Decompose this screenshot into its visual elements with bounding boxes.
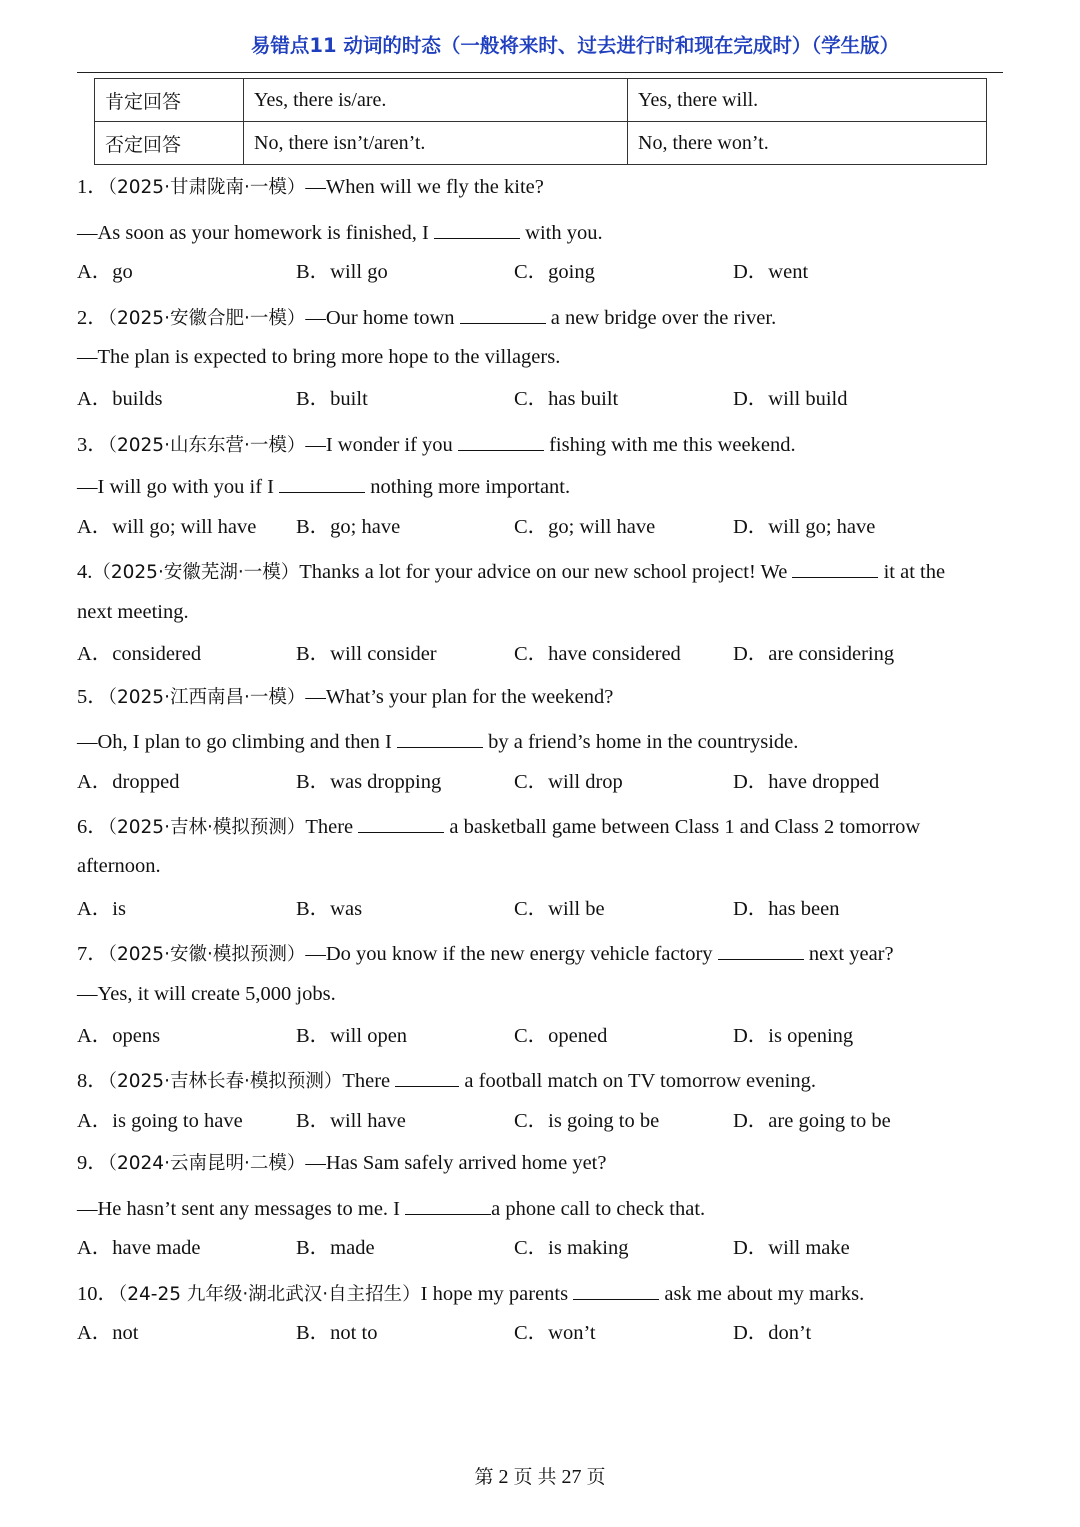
option-d[interactable]: D．will go; have: [733, 516, 876, 538]
question-source: （2025·甘肃陇南·一模）: [107, 177, 306, 198]
page-number: 2: [498, 1466, 509, 1488]
question-text: ask me about my marks.: [659, 1283, 865, 1305]
table-cell: Yes, there will.: [628, 79, 987, 122]
question-source: （2025·安徽芜湖·一模）: [92, 562, 300, 583]
table-cell: 肯定回答: [95, 79, 244, 122]
option-a[interactable]: A．go: [77, 261, 133, 283]
question-source: （2024·云南昆明·二模）: [107, 1153, 306, 1174]
question-text: —I wonder if you: [305, 434, 458, 456]
option-d[interactable]: D．will build: [733, 388, 848, 410]
question-5-line-2: [77, 729, 798, 753]
option-b[interactable]: B．was: [296, 898, 363, 920]
question-text: —What’s your plan for the weekend?: [305, 686, 614, 708]
option-d[interactable]: D．are considering: [733, 643, 895, 665]
answer-blank[interactable]: [358, 814, 444, 833]
question-2-line-1: [77, 305, 776, 329]
footer-text: 页: [513, 1466, 533, 1488]
option-a[interactable]: A．is going to have: [77, 1110, 243, 1132]
footer-text: 第: [474, 1466, 494, 1488]
question-number: 2．: [77, 307, 108, 329]
question-text: —I will go with you if I: [77, 476, 280, 498]
question-text: a football match on TV tomorrow evening.: [459, 1070, 817, 1092]
question-1-line-1: [77, 177, 544, 198]
question-text: —Do you know if the new energy vehicle factory: [305, 943, 718, 965]
option-c[interactable]: C．has built: [514, 388, 619, 410]
question-text: There: [342, 1070, 396, 1092]
table-row: [95, 79, 987, 122]
answer-blank[interactable]: [405, 1196, 491, 1215]
question-text: nothing more important.: [365, 476, 571, 498]
option-d[interactable]: D．have dropped: [733, 771, 880, 793]
page-header-title: 易错点11 动词的时态（一般将来时、过去进行时和现在完成时）（学生版）: [250, 34, 900, 57]
option-d[interactable]: D．went: [733, 261, 809, 283]
option-d[interactable]: D．are going to be: [733, 1110, 891, 1132]
option-b[interactable]: B．not to: [296, 1322, 378, 1344]
question-text: next meeting.: [77, 601, 189, 623]
option-b[interactable]: B．go; have: [296, 516, 401, 538]
footer-text: 页: [586, 1466, 606, 1488]
question-source: （2025·吉林长春·模拟预测）: [107, 1071, 343, 1092]
question-text: I hope my parents: [420, 1283, 574, 1305]
question-text: —Oh, I plan to go climbing and then I: [77, 731, 397, 753]
option-b[interactable]: B．built: [296, 388, 368, 410]
question-number: 4.: [77, 561, 93, 583]
table-cell: Yes, there is/are.: [244, 79, 628, 122]
option-d[interactable]: D．is opening: [733, 1025, 854, 1047]
summary-table: [94, 78, 987, 165]
header-divider: [77, 72, 1003, 73]
question-text: by a friend’s home in the countryside.: [482, 731, 799, 753]
question-text: a basketball game between Class 1 and Class 2 tomorrow: [444, 816, 921, 838]
question-text: it at the: [878, 561, 946, 583]
option-c[interactable]: C．is making: [514, 1237, 629, 1259]
question-text: Thanks a lot for your advice on our new school project! We: [299, 561, 793, 583]
question-number: 3．: [77, 434, 108, 456]
question-text: —Yes, it will create 5,000 jobs.: [77, 983, 336, 1005]
option-b[interactable]: B．was dropping: [296, 771, 442, 793]
question-4-line-1: [77, 559, 945, 583]
answer-blank[interactable]: [397, 729, 483, 748]
question-text: next year?: [803, 943, 894, 965]
question-10-line-1: [77, 1281, 864, 1305]
question-number: 9．: [77, 1152, 108, 1174]
table-cell: No, there won’t.: [628, 122, 987, 165]
option-a[interactable]: A．will go; will have: [77, 516, 257, 538]
option-a[interactable]: A．dropped: [77, 771, 180, 793]
question-text: There: [305, 816, 359, 838]
question-number: 1．: [77, 176, 108, 198]
option-c[interactable]: C．opened: [514, 1025, 608, 1047]
table-row: [95, 122, 987, 165]
option-c[interactable]: C．is going to be: [514, 1110, 660, 1132]
question-text: fishing with me this weekend.: [543, 434, 796, 456]
footer-text: 共: [537, 1466, 557, 1488]
question-1-line-2: [77, 220, 603, 244]
option-a[interactable]: A．is: [77, 898, 126, 920]
question-9-line-2: [77, 1196, 705, 1220]
option-b[interactable]: B．made: [296, 1237, 375, 1259]
page-total: 27: [561, 1466, 582, 1488]
answer-blank[interactable]: [395, 1068, 459, 1087]
option-a[interactable]: A．opens: [77, 1025, 161, 1047]
question-number: 7．: [77, 943, 108, 965]
question-number: 6．: [77, 816, 108, 838]
option-c[interactable]: C．will drop: [514, 771, 623, 793]
option-c[interactable]: C．going: [514, 261, 595, 283]
answer-blank[interactable]: [792, 559, 878, 578]
question-text: —As soon as your homework is finished, I: [77, 222, 435, 244]
option-d[interactable]: D．will make: [733, 1237, 850, 1259]
question-source: （2025·安徽合肥·一模）: [107, 308, 306, 329]
question-text: a phone call to check that.: [491, 1198, 706, 1220]
option-b[interactable]: B．will have: [296, 1110, 406, 1132]
option-d[interactable]: D．don’t: [733, 1322, 812, 1344]
question-text: —The plan is expected to bring more hope to the villagers.: [77, 346, 561, 368]
question-number: 5．: [77, 686, 108, 708]
question-6-line-2: [77, 856, 161, 877]
option-c[interactable]: C．go; will have: [514, 516, 656, 538]
question-source: （2025·山东东营·一模）: [107, 435, 306, 456]
question-source: （2025·安徽·模拟预测）: [107, 944, 306, 965]
question-8-line-1: [77, 1068, 816, 1092]
question-source: （2025·江西南昌·一模）: [107, 687, 306, 708]
answer-blank[interactable]: [460, 305, 546, 324]
option-b[interactable]: B．will open: [296, 1025, 408, 1047]
question-5-line-1: [77, 687, 613, 708]
option-c[interactable]: C．won’t: [514, 1322, 596, 1344]
question-3-line-2: [77, 474, 570, 498]
option-c[interactable]: C．have considered: [514, 643, 681, 665]
option-c[interactable]: C．will be: [514, 898, 605, 920]
table-cell: 否定回答: [95, 122, 244, 165]
question-text: with you.: [520, 222, 603, 244]
option-a[interactable]: A．not: [77, 1322, 139, 1344]
option-b[interactable]: B．will consider: [296, 643, 437, 665]
question-text: —He hasn’t sent any messages to me. I: [77, 1198, 406, 1220]
table-cell: No, there isn’t/aren’t.: [244, 122, 628, 165]
answer-blank[interactable]: [573, 1281, 659, 1300]
question-2-line-2: [77, 347, 560, 368]
question-9-line-1: [77, 1153, 606, 1174]
question-number: 10．: [77, 1283, 118, 1305]
option-a[interactable]: A．have made: [77, 1237, 201, 1259]
answer-blank[interactable]: [458, 432, 544, 451]
question-source: （24-25 九年级·湖北武汉·自主招生）: [118, 1284, 421, 1305]
question-source: （2025·吉林·模拟预测）: [107, 817, 306, 838]
question-text: —When will we fly the kite?: [305, 176, 544, 198]
question-number: 8．: [77, 1070, 108, 1092]
question-4-line-2: [77, 602, 189, 623]
question-7-line-2: [77, 984, 336, 1005]
option-b[interactable]: B．will go: [296, 261, 388, 283]
option-d[interactable]: D．has been: [733, 898, 840, 920]
answer-blank[interactable]: [434, 220, 520, 239]
question-text: afternoon.: [77, 855, 161, 877]
question-7-line-1: [77, 941, 894, 965]
page-footer: [0, 1462, 1080, 1489]
question-6-line-1: [77, 814, 920, 838]
option-a[interactable]: A．considered: [77, 643, 202, 665]
question-text: a new bridge over the river.: [545, 307, 777, 329]
question-text: —Has Sam safely arrived home yet?: [305, 1152, 607, 1174]
answer-blank[interactable]: [718, 941, 804, 960]
question-text: —Our home town: [305, 307, 460, 329]
option-a[interactable]: A．builds: [77, 388, 163, 410]
answer-blank[interactable]: [279, 474, 365, 493]
question-3-line-1: [77, 432, 796, 456]
